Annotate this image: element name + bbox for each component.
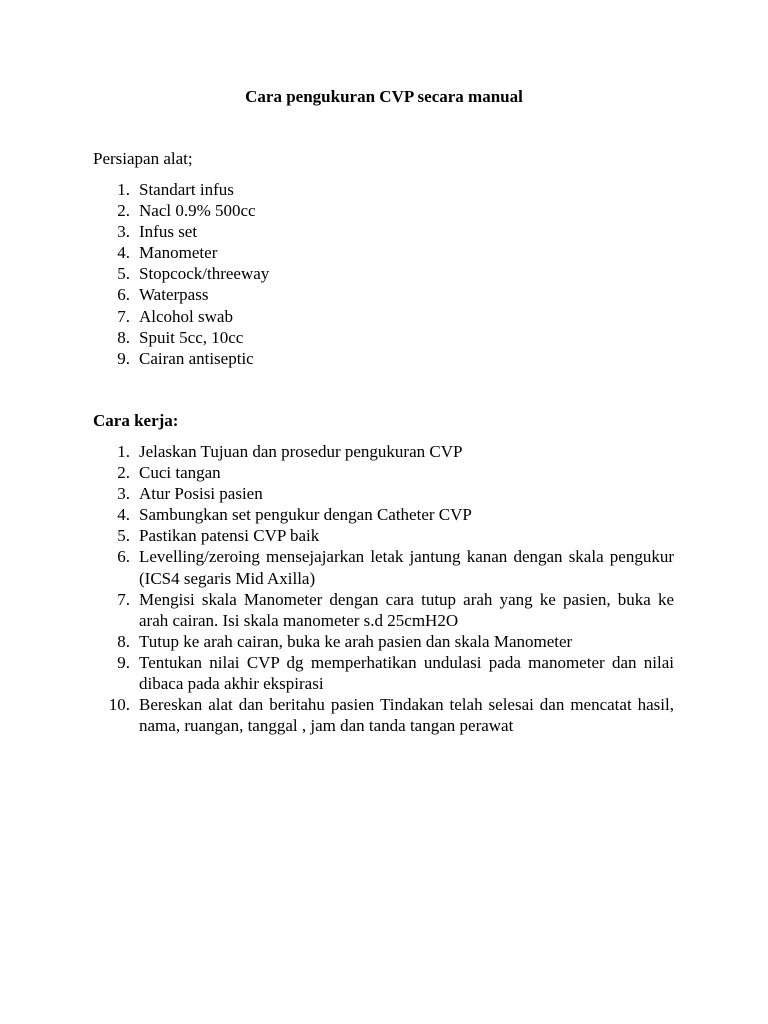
- list-item: 1. Jelaskan Tujuan dan prosedur pengukuran CVP: [117, 442, 463, 461]
- tools-list: [93, 179, 674, 369]
- list-item: 8. Tutup ke arah cairan, buka ke arah pasien dan skala Manometer: [117, 631, 573, 651]
- list-item: 4. Sambungkan set pengukur dengan Catheter CVP: [117, 505, 472, 525]
- list-item: 9. Tentukan nilai CVP dg memperhatikan undulasi pada manometer dan nilai dibaca pada akhir ekspirasi: [117, 652, 674, 694]
- steps-list: [93, 441, 674, 736]
- list-item: 5. Stopcock/threeway: [117, 264, 270, 284]
- list-item: 8. Spuit 5cc, 10cc: [117, 327, 244, 347]
- list-item: 4. Manometer: [117, 243, 218, 263]
- list-item: 3. Atur Posisi pasien: [117, 484, 263, 504]
- list-item: 6. Waterpass: [117, 285, 209, 305]
- steps-heading: Cara kerja:: [93, 411, 179, 430]
- list-item: 10. Bereskan alat dan beritahu pasien Tindakan telah selesai dan mencatat hasil, nama, ruangan, tanggal , jam dan tanda tangan perawat: [108, 695, 674, 736]
- list-item: 7. Alcohol swab: [117, 306, 233, 326]
- document-title: Cara pengukuran CVP secara manual: [245, 87, 523, 106]
- list-item: 2. Nacl 0.9% 500cc: [117, 201, 256, 221]
- list-item: 1. Standart infus: [117, 180, 234, 199]
- list-item: 9. Cairan antiseptic: [117, 348, 254, 368]
- list-item: 2. Cuci tangan: [117, 463, 221, 483]
- tools-heading: Persiapan alat;: [93, 149, 193, 168]
- list-item: 6. Levelling/zeroing mensejajarkan letak jantung kanan dengan skala pengukur (ICS4 segaris Mid Axilla): [117, 547, 674, 588]
- list-item: 5. Pastikan patensi CVP baik: [117, 526, 320, 546]
- list-item: 7. Mengisi skala Manometer dengan cara tutup arah yang ke pasien, buka ke arah cairan. Isi skala manometer s.d 25cmH2O: [117, 589, 674, 630]
- list-item: 3. Infus set: [117, 222, 198, 242]
